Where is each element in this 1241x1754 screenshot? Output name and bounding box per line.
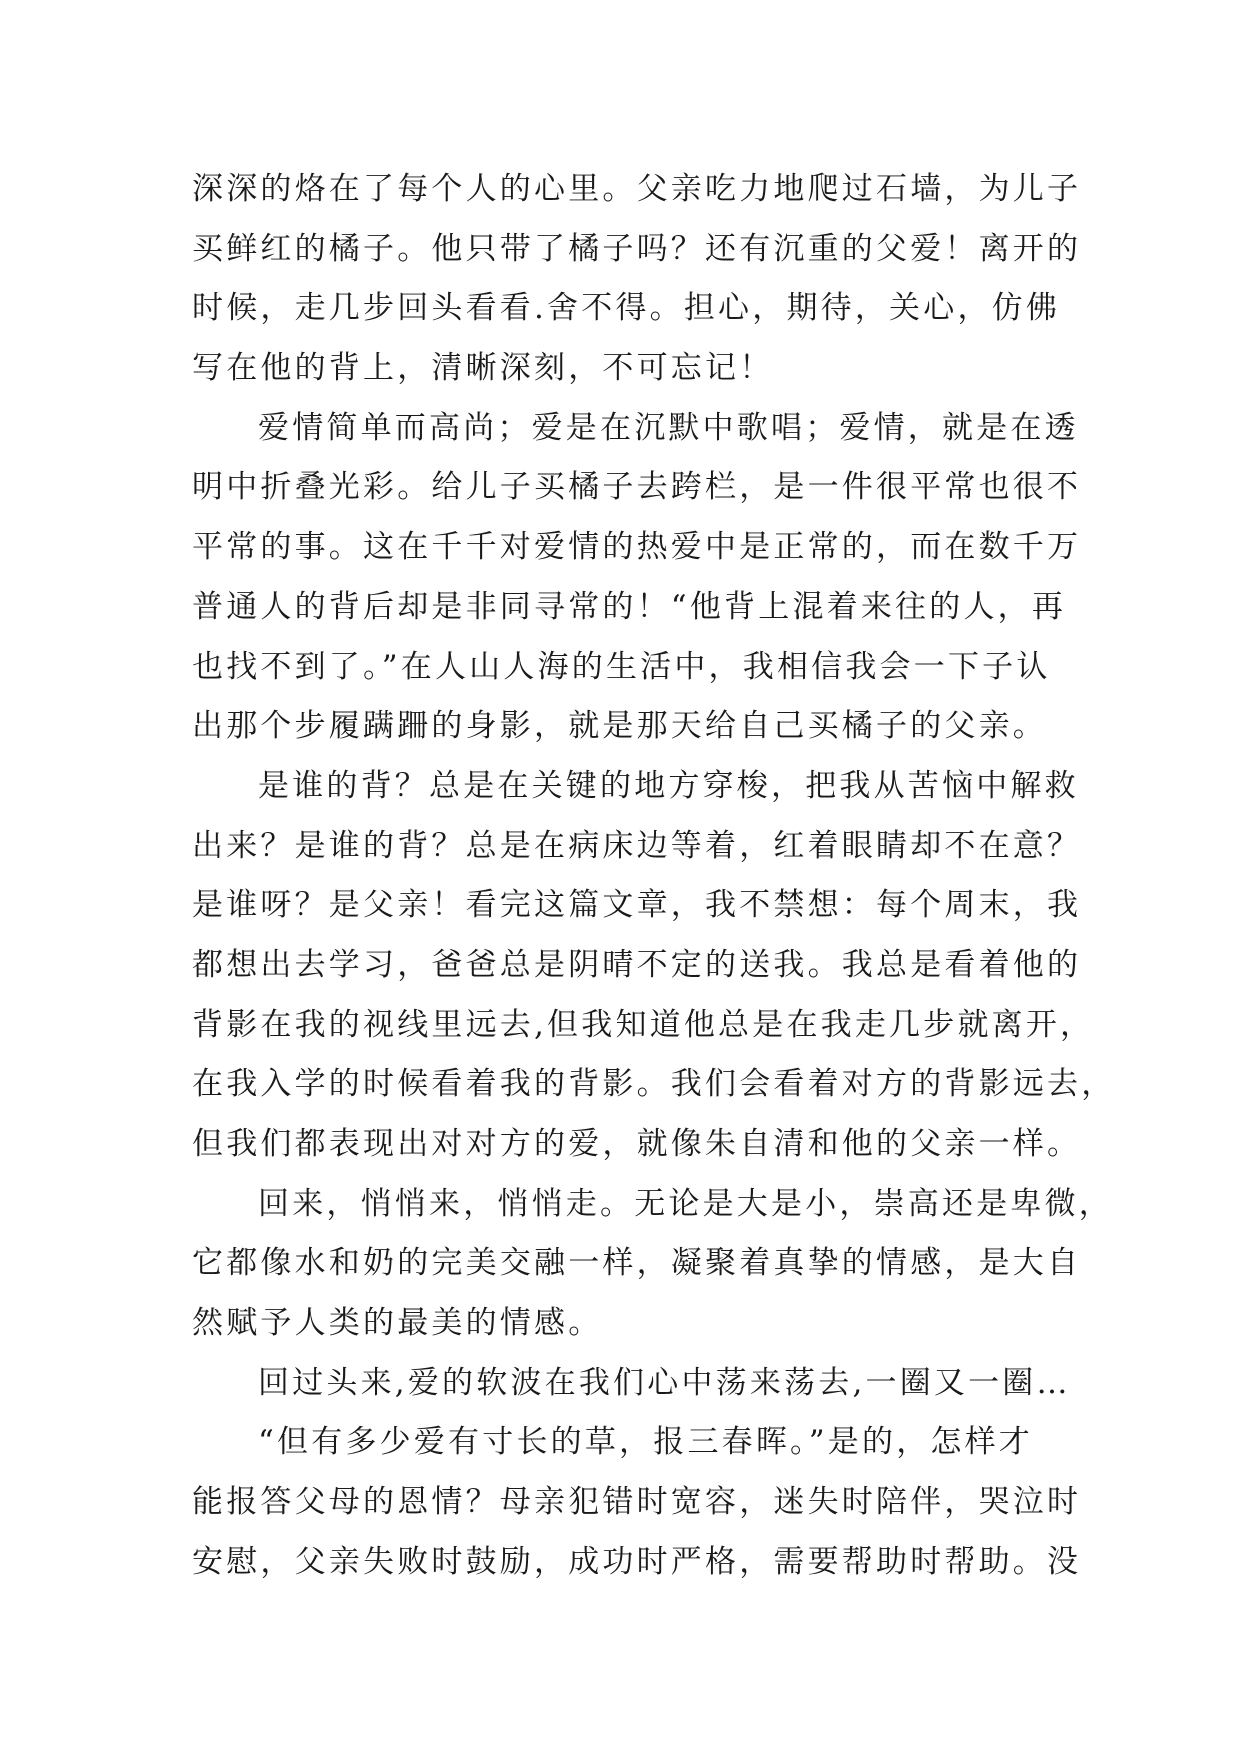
- paragraph-first-line: “但有多少爱有寸长的草，报三春晖。”是的，怎样才: [258, 1424, 1033, 1461]
- text-line: 是谁呀？是父亲！看完这篇文章，我不禁想：每个周末，我: [192, 887, 1082, 924]
- paragraph-first-line: 回过头来,爱的软波在我们心中荡来荡去,一圈又一圈…: [258, 1364, 1071, 1401]
- text-line: 背影在我的视线里远去,但我知道他总是在我走几步就离开，: [192, 1006, 1095, 1043]
- text-line: 安慰，父亲失败时鼓励，成功时严格，需要帮助时帮助。没: [192, 1543, 1082, 1580]
- text-line: 深深的烙在了每个人的心里。父亲吃力地爬过石墙，为儿子: [192, 171, 1082, 207]
- paragraph-first-line: 爱情简单而高尚；爱是在沉默中歌唱；爱情，就是在透: [258, 409, 1079, 446]
- text-line: 也找不到了。”在人山人海的生活中，我相信我会一下子认: [192, 648, 1051, 685]
- paragraph-first-line: 是谁的背？总是在关键的地方穿梭，把我从苦恼中解救: [258, 767, 1079, 804]
- text-line: 能报答父母的恩情？母亲犯错时宽容，迷失时陪伴，哭泣时: [192, 1484, 1082, 1521]
- text-line: 普通人的背后却是非同寻常的！“他背上混着来往的人，再: [192, 588, 1067, 625]
- text-line: 出那个步履蹒跚的身影，就是那天给自己买橘子的父亲。: [192, 708, 1047, 745]
- text-line: 买鲜红的橘子。他只带了橘子吗？还有沉重的父爱！离开的: [192, 230, 1082, 267]
- text-line: 时候，走几步回头看看.舍不得。担心，期待，关心，仿佛: [192, 290, 1061, 327]
- text-line: 明中折叠光彩。给儿子买橘子去跨栏，是一件很平常也很不: [192, 469, 1082, 506]
- text-line: 它都像水和奶的完美交融一样，凝聚着真挚的情感，是大自: [192, 1245, 1082, 1282]
- text-line: 在我入学的时候看着我的背影。我们会看着对方的背影远去，: [192, 1066, 1116, 1103]
- text-line: 然赋予人类的最美的情感。: [192, 1305, 603, 1342]
- text-line: 写在他的背上，清晰深刻，不可忘记！: [192, 350, 774, 387]
- body-text: [192, 160, 1116, 1593]
- paragraph-first-line: 回来，悄悄来，悄悄走。无论是大是小，崇高还是卑微，: [258, 1185, 1113, 1222]
- text-line: 平常的事。这在千千对爱情的热爱中是正常的，而在数千万: [192, 529, 1082, 566]
- text-line: 但我们都表现出对对方的爱，就像朱自清和他的父亲一样。: [192, 1126, 1082, 1162]
- text-line: 都想出去学习，爸爸总是阴晴不定的送我。我总是看着他的: [192, 946, 1082, 983]
- text-line: 出来？是谁的背？总是在病床边等着，红着眼睛却不在意？: [192, 827, 1082, 864]
